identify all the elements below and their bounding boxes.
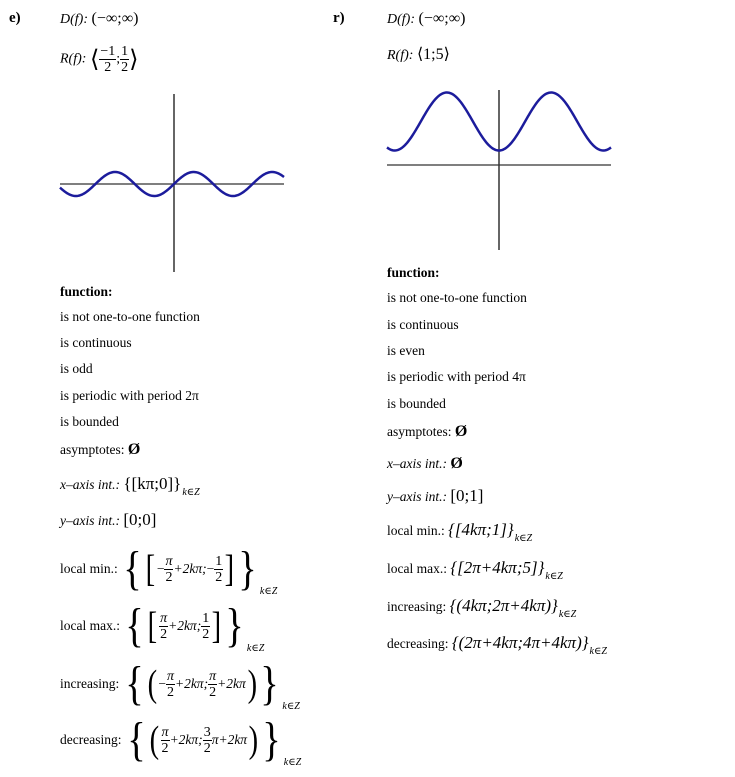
property-e-3: is odd (60, 361, 93, 376)
part-label-e: e) (9, 10, 21, 26)
range-close-bracket: ⟩ (129, 47, 139, 73)
localmax-e: local max.: { [ $\frac{\pi}{2}$ +2kπ; $\frac{1}{2}$ ]} $_{k\in Z}$ (60, 599, 265, 655)
asymptotes-e: asymptotes: Ø (60, 441, 141, 458)
range-e: R(f): ⟨ $\frac{-1}{2}$ ; $\frac{1}{2}$ ⟩ (60, 44, 139, 75)
property-e-1: is not one-to-one function (60, 309, 200, 324)
localmin-e: local min.: { [ − $\frac{\pi}{2}$ +2kπ;− $\frac{1}{2}$ ]} $_{k\in Z}$ (60, 542, 278, 598)
localmin-r: local min.: $\{[4k\pi;1]\}_{k\in Z}$ (387, 520, 533, 544)
yint-value: [0;0] (123, 510, 157, 529)
function-header-e: function: (60, 284, 113, 299)
decreasing-e: decreasing: { ( $\frac{\pi}{2}$ +2kπ; $\frac{3}{2}$ π+2kπ)} $_{k\in Z}$ (60, 713, 302, 769)
increasing-e: increasing: { ( − $\frac{\pi}{2}$ +2kπ; $\frac{\pi}{2}$ +2kπ)} $_{k\in Z}$ (60, 657, 300, 713)
property-e-2: is continuous (60, 335, 132, 350)
graph-r (385, 70, 613, 252)
domain-e (60, 10, 138, 28)
localmax-r: local max.: $\{[2\pi+4k\pi;5]\}_{k\in Z}$ (387, 558, 563, 582)
property-r-2: is continuous (387, 317, 459, 332)
domain-r: D(f): (−∞;∞) (387, 10, 466, 27)
graph-e (58, 92, 286, 274)
property-e-5: is bounded (60, 414, 119, 429)
decreasing-r: decreasing: $\{(2\pi+4k\pi;4\pi+4k\pi)\}_{k\in Z}$ (387, 633, 607, 657)
range-frac-1: $\frac{-1}{2}$ (100, 44, 116, 75)
domain-value: (−∞;∞) (91, 10, 139, 27)
increasing-r: increasing: $\{(4k\pi;2\pi+4k\pi)\}_{k\in Z}$ (387, 596, 577, 620)
property-r-4: is periodic with period 4π (387, 369, 526, 384)
range-prefix: R(f): (60, 51, 87, 67)
range-r: R(f): ⟨1;5⟩ (387, 46, 450, 63)
xint-r: x–axis int.: Ø (387, 455, 463, 472)
part-label-r: r) (333, 10, 345, 26)
domain-prefix: D(f): (60, 12, 88, 27)
property-r-3: is even (387, 343, 425, 358)
range-open-bracket: ⟨ (89, 47, 100, 73)
range-frac-2: $\frac{1}{2}$ (121, 44, 129, 75)
asymptotes-r: asymptotes: Ø (387, 423, 468, 440)
function-header-r: function: (387, 265, 440, 280)
xint-value: {[kπ;0]} (123, 474, 182, 493)
xint-e: x–axis int.: $\{[k\pi;0]\}_{k\in Z}$ (60, 474, 200, 498)
property-e-4: is periodic with period 2π (60, 388, 199, 403)
yint-r: y–axis int.: [0;1] (387, 486, 484, 505)
property-r-1: is not one-to-one function (387, 290, 527, 305)
yint-e: y–axis int.: [0;0] (60, 510, 157, 529)
property-r-5: is bounded (387, 396, 446, 411)
